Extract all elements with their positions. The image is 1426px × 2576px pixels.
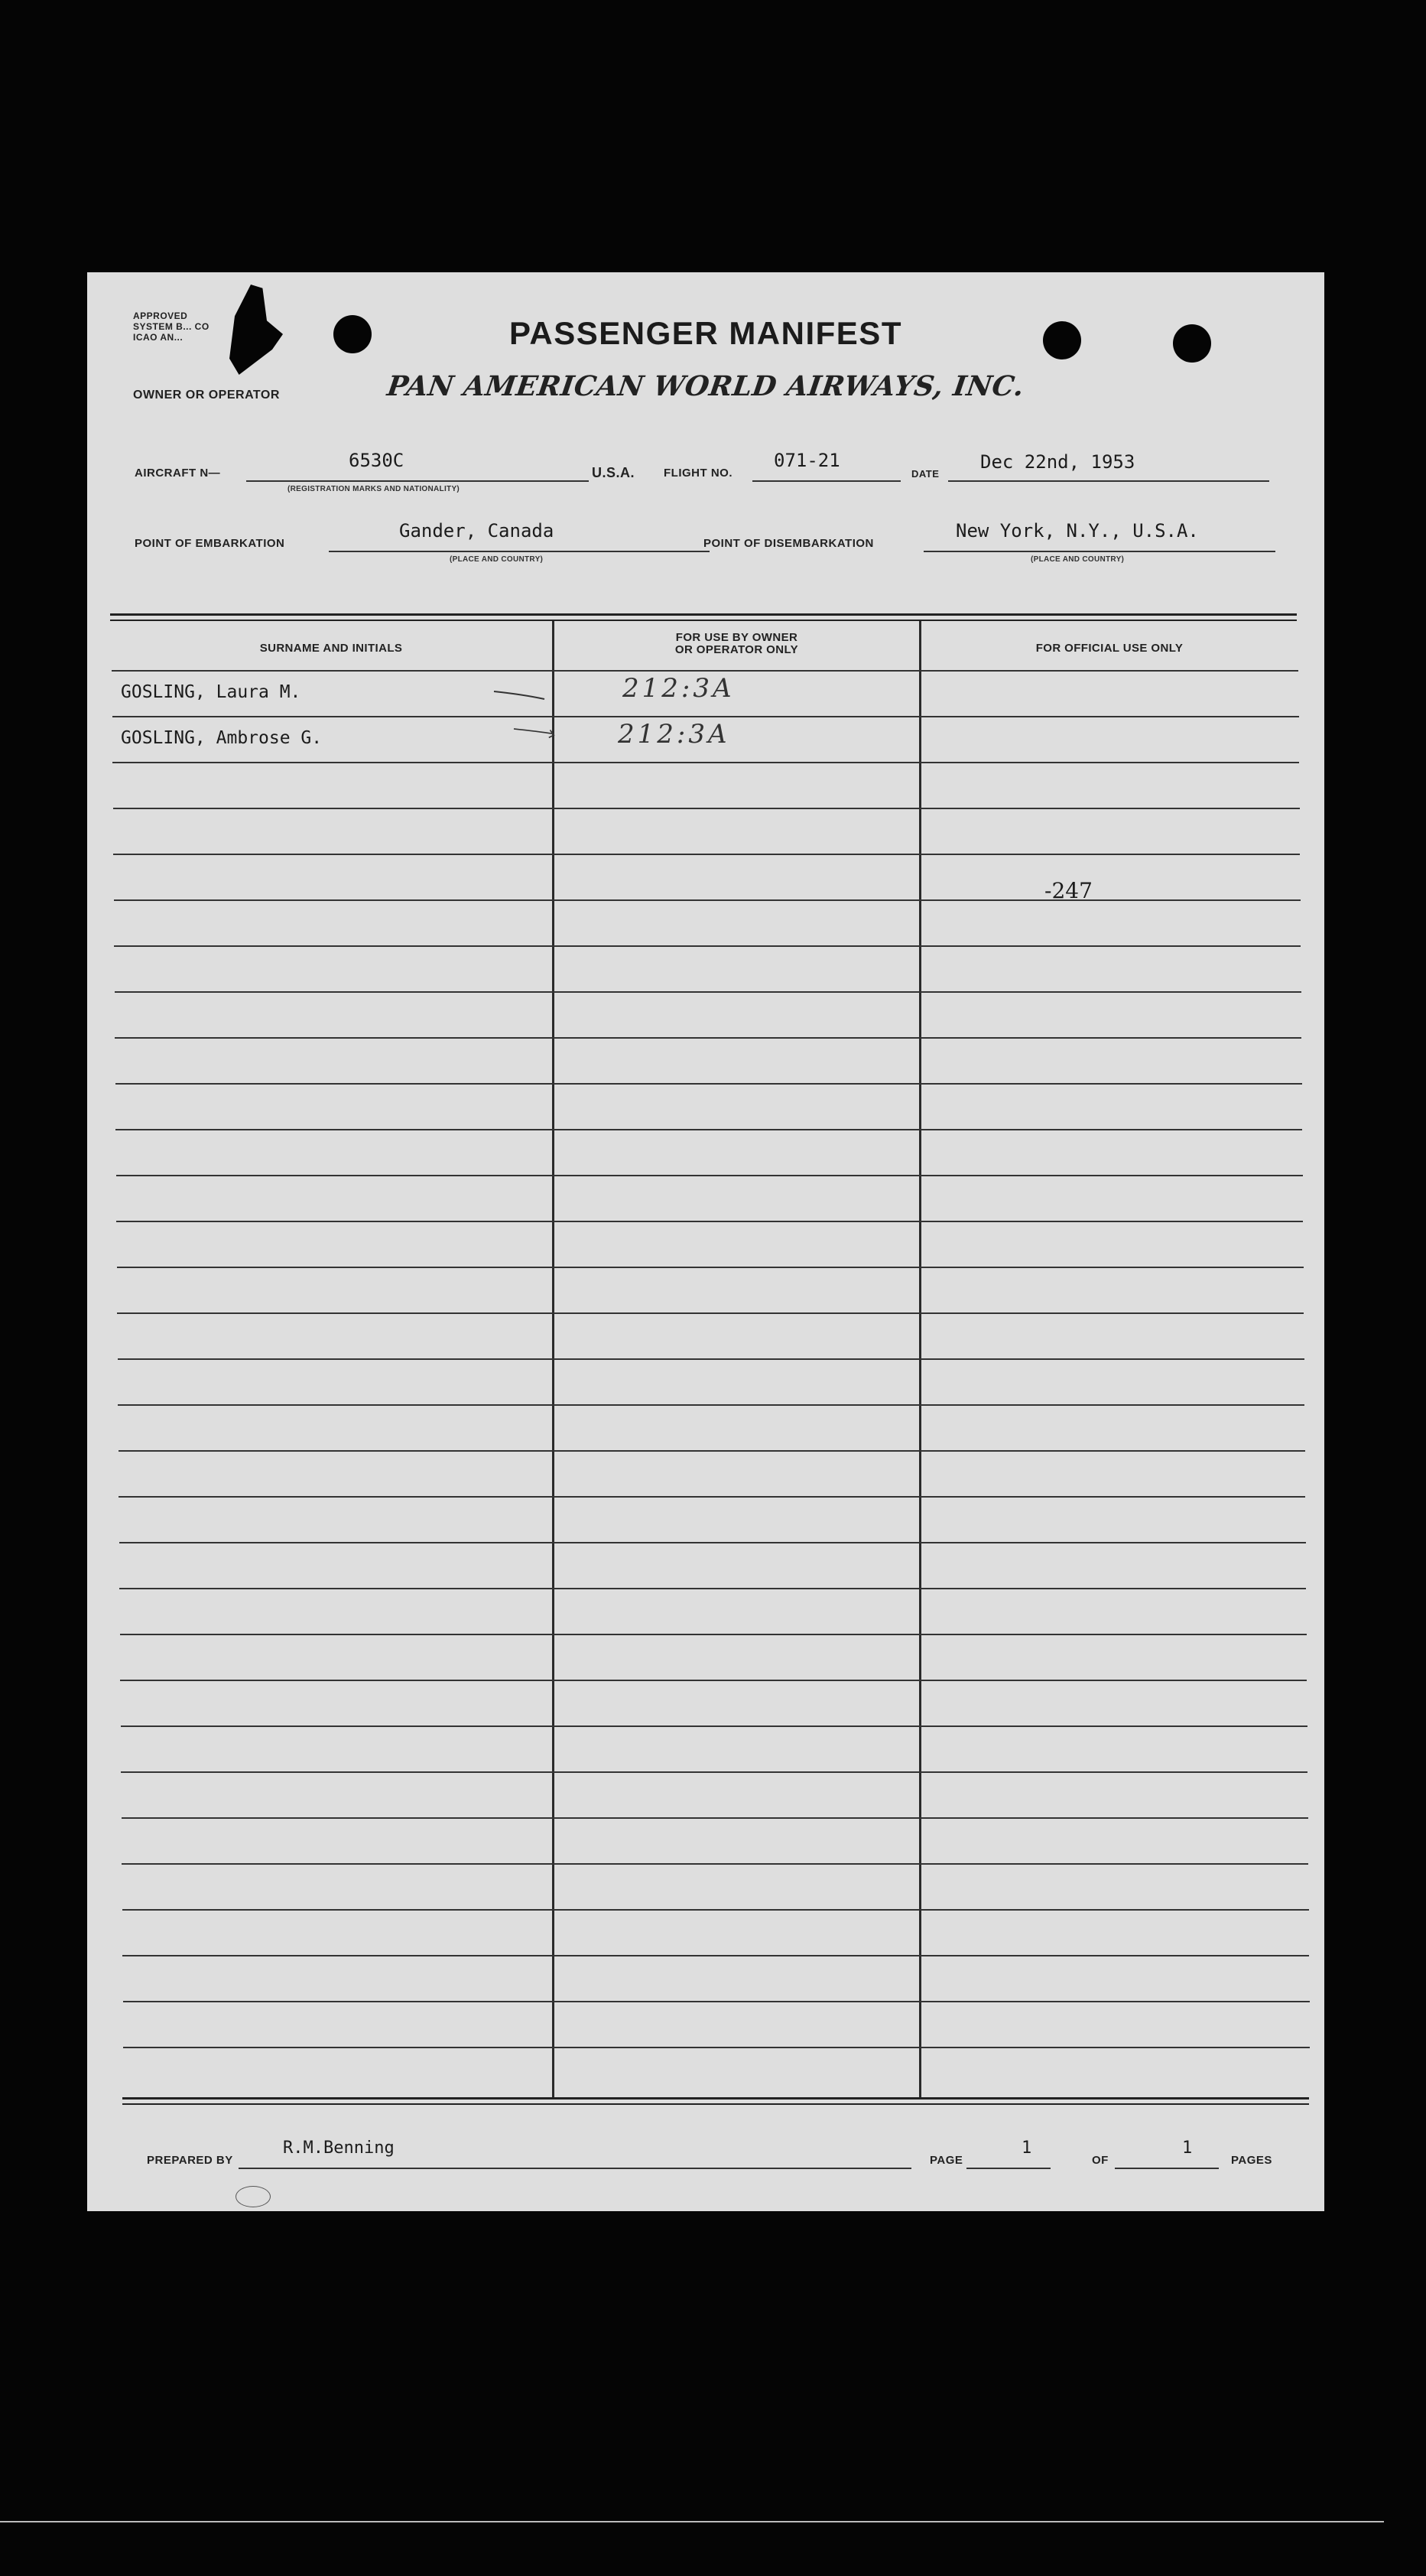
of-label: OF <box>1092 2154 1109 2167</box>
prepared-by-label: PREPARED BY <box>147 2154 233 2167</box>
table-row-line <box>123 2047 1310 2048</box>
prepared-by-underline <box>239 2168 911 2169</box>
date-underline <box>948 480 1269 482</box>
table-row-line <box>121 1725 1307 1727</box>
table-row-line <box>114 899 1301 901</box>
table-row-line <box>122 1863 1308 1865</box>
table-bottom-rule-2 <box>122 2103 1309 2105</box>
disembarkation-label: POINT OF DISEMBARKATION <box>703 537 874 550</box>
table-row-line <box>119 1496 1305 1498</box>
table-row-line <box>118 1358 1304 1360</box>
printer-stamp-icon <box>236 2186 271 2207</box>
column-header-owner-line1: FOR USE BY OWNER <box>675 631 798 644</box>
owner-operator-label: OWNER OR OPERATOR <box>133 389 280 402</box>
company-name: PAN AMERICAN WORLD AIRWAYS, INC. <box>385 370 1027 402</box>
table-row-line <box>113 808 1300 809</box>
aircraft-value: 6530C <box>349 450 404 471</box>
table-row-line <box>118 1404 1304 1406</box>
column-header-owner-line2: OR OPERATOR ONLY <box>674 643 799 656</box>
scan-bottom-line <box>0 2521 1384 2522</box>
flight-no-label: FLIGHT NO. <box>664 467 732 480</box>
embarkation-underline <box>329 551 710 552</box>
table-row-line <box>122 1909 1309 1911</box>
table-row-line <box>112 670 1298 672</box>
owner-note-2: 212:3A <box>618 719 730 750</box>
embarkation-label: POINT OF EMBARKATION <box>135 537 285 550</box>
prepared-by-value: R.M.Benning <box>283 2139 395 2158</box>
table-row-line <box>119 1450 1305 1452</box>
page-title: PASSENGER MANIFEST <box>509 315 902 351</box>
column-header-official: FOR OFFICIAL USE ONLY <box>1035 642 1184 655</box>
table-row-line <box>120 1680 1307 1681</box>
manifest-sheet <box>87 272 1324 2211</box>
table-row-line <box>115 1083 1302 1085</box>
column-header-owner <box>554 632 919 656</box>
table-row-line <box>116 1221 1303 1222</box>
disembarkation-underline <box>924 551 1275 552</box>
aircraft-label: AIRCRAFT N— <box>135 467 221 480</box>
page-label: PAGE <box>930 2154 963 2167</box>
usa-label: U.S.A. <box>592 465 635 480</box>
table-row-line <box>115 991 1301 993</box>
page-value: 1 <box>1022 2139 1032 2158</box>
disembarkation-sub: (PLACE AND COUNTRY) <box>1031 555 1125 564</box>
date-label: DATE <box>911 468 940 480</box>
of-underline <box>1115 2168 1219 2169</box>
table-row-line <box>113 854 1300 855</box>
embarkation-value: Gander, Canada <box>399 520 554 542</box>
flight-underline <box>752 480 901 482</box>
table-top-rule <box>110 613 1297 616</box>
embarkation-sub: (PLACE AND COUNTRY) <box>450 555 544 564</box>
table-row-line <box>116 1175 1303 1176</box>
tick-mark-icon <box>492 688 546 702</box>
table-row-line <box>119 1588 1306 1589</box>
table-row-line <box>115 1129 1302 1130</box>
table-top-rule-2 <box>110 620 1297 621</box>
table-row-line <box>122 1817 1308 1819</box>
disembarkation-value: New York, N.Y., U.S.A. <box>956 520 1199 542</box>
page-underline <box>966 2168 1051 2169</box>
column-header-surname: SURNAME AND INITIALS <box>259 642 403 655</box>
table-row-line <box>112 716 1299 717</box>
aircraft-underline <box>246 480 589 482</box>
table-row-line <box>121 1771 1307 1773</box>
table-row-line <box>119 1542 1306 1543</box>
official-mark: -247 <box>1044 878 1093 903</box>
table-row-line <box>114 945 1301 947</box>
table-row-line <box>122 1955 1309 1956</box>
table-row-line <box>115 1037 1301 1039</box>
table-row-line <box>117 1267 1304 1268</box>
owner-note-1: 212:3A <box>622 673 735 704</box>
table-row-line <box>112 762 1299 763</box>
of-value: 1 <box>1182 2139 1193 2158</box>
pages-label: PAGES <box>1231 2154 1272 2167</box>
passenger-name-2: GOSLING, Ambrose G. <box>121 728 323 748</box>
table-row-line <box>120 1634 1307 1635</box>
tick-mark-icon <box>508 725 561 739</box>
date-value: Dec 22nd, 1953 <box>980 451 1135 473</box>
table-row-line <box>117 1312 1304 1314</box>
table-bottom-rule <box>122 2097 1309 2100</box>
flight-value: 071-21 <box>774 450 840 471</box>
passenger-name-1: GOSLING, Laura M. <box>121 682 301 702</box>
table-row-line <box>123 2001 1310 2002</box>
registration-sub: (REGISTRATION MARKS AND NATIONALITY) <box>287 485 460 493</box>
approval-notice: APPROVED SYSTEM B... CO ICAO AN... <box>133 311 210 343</box>
